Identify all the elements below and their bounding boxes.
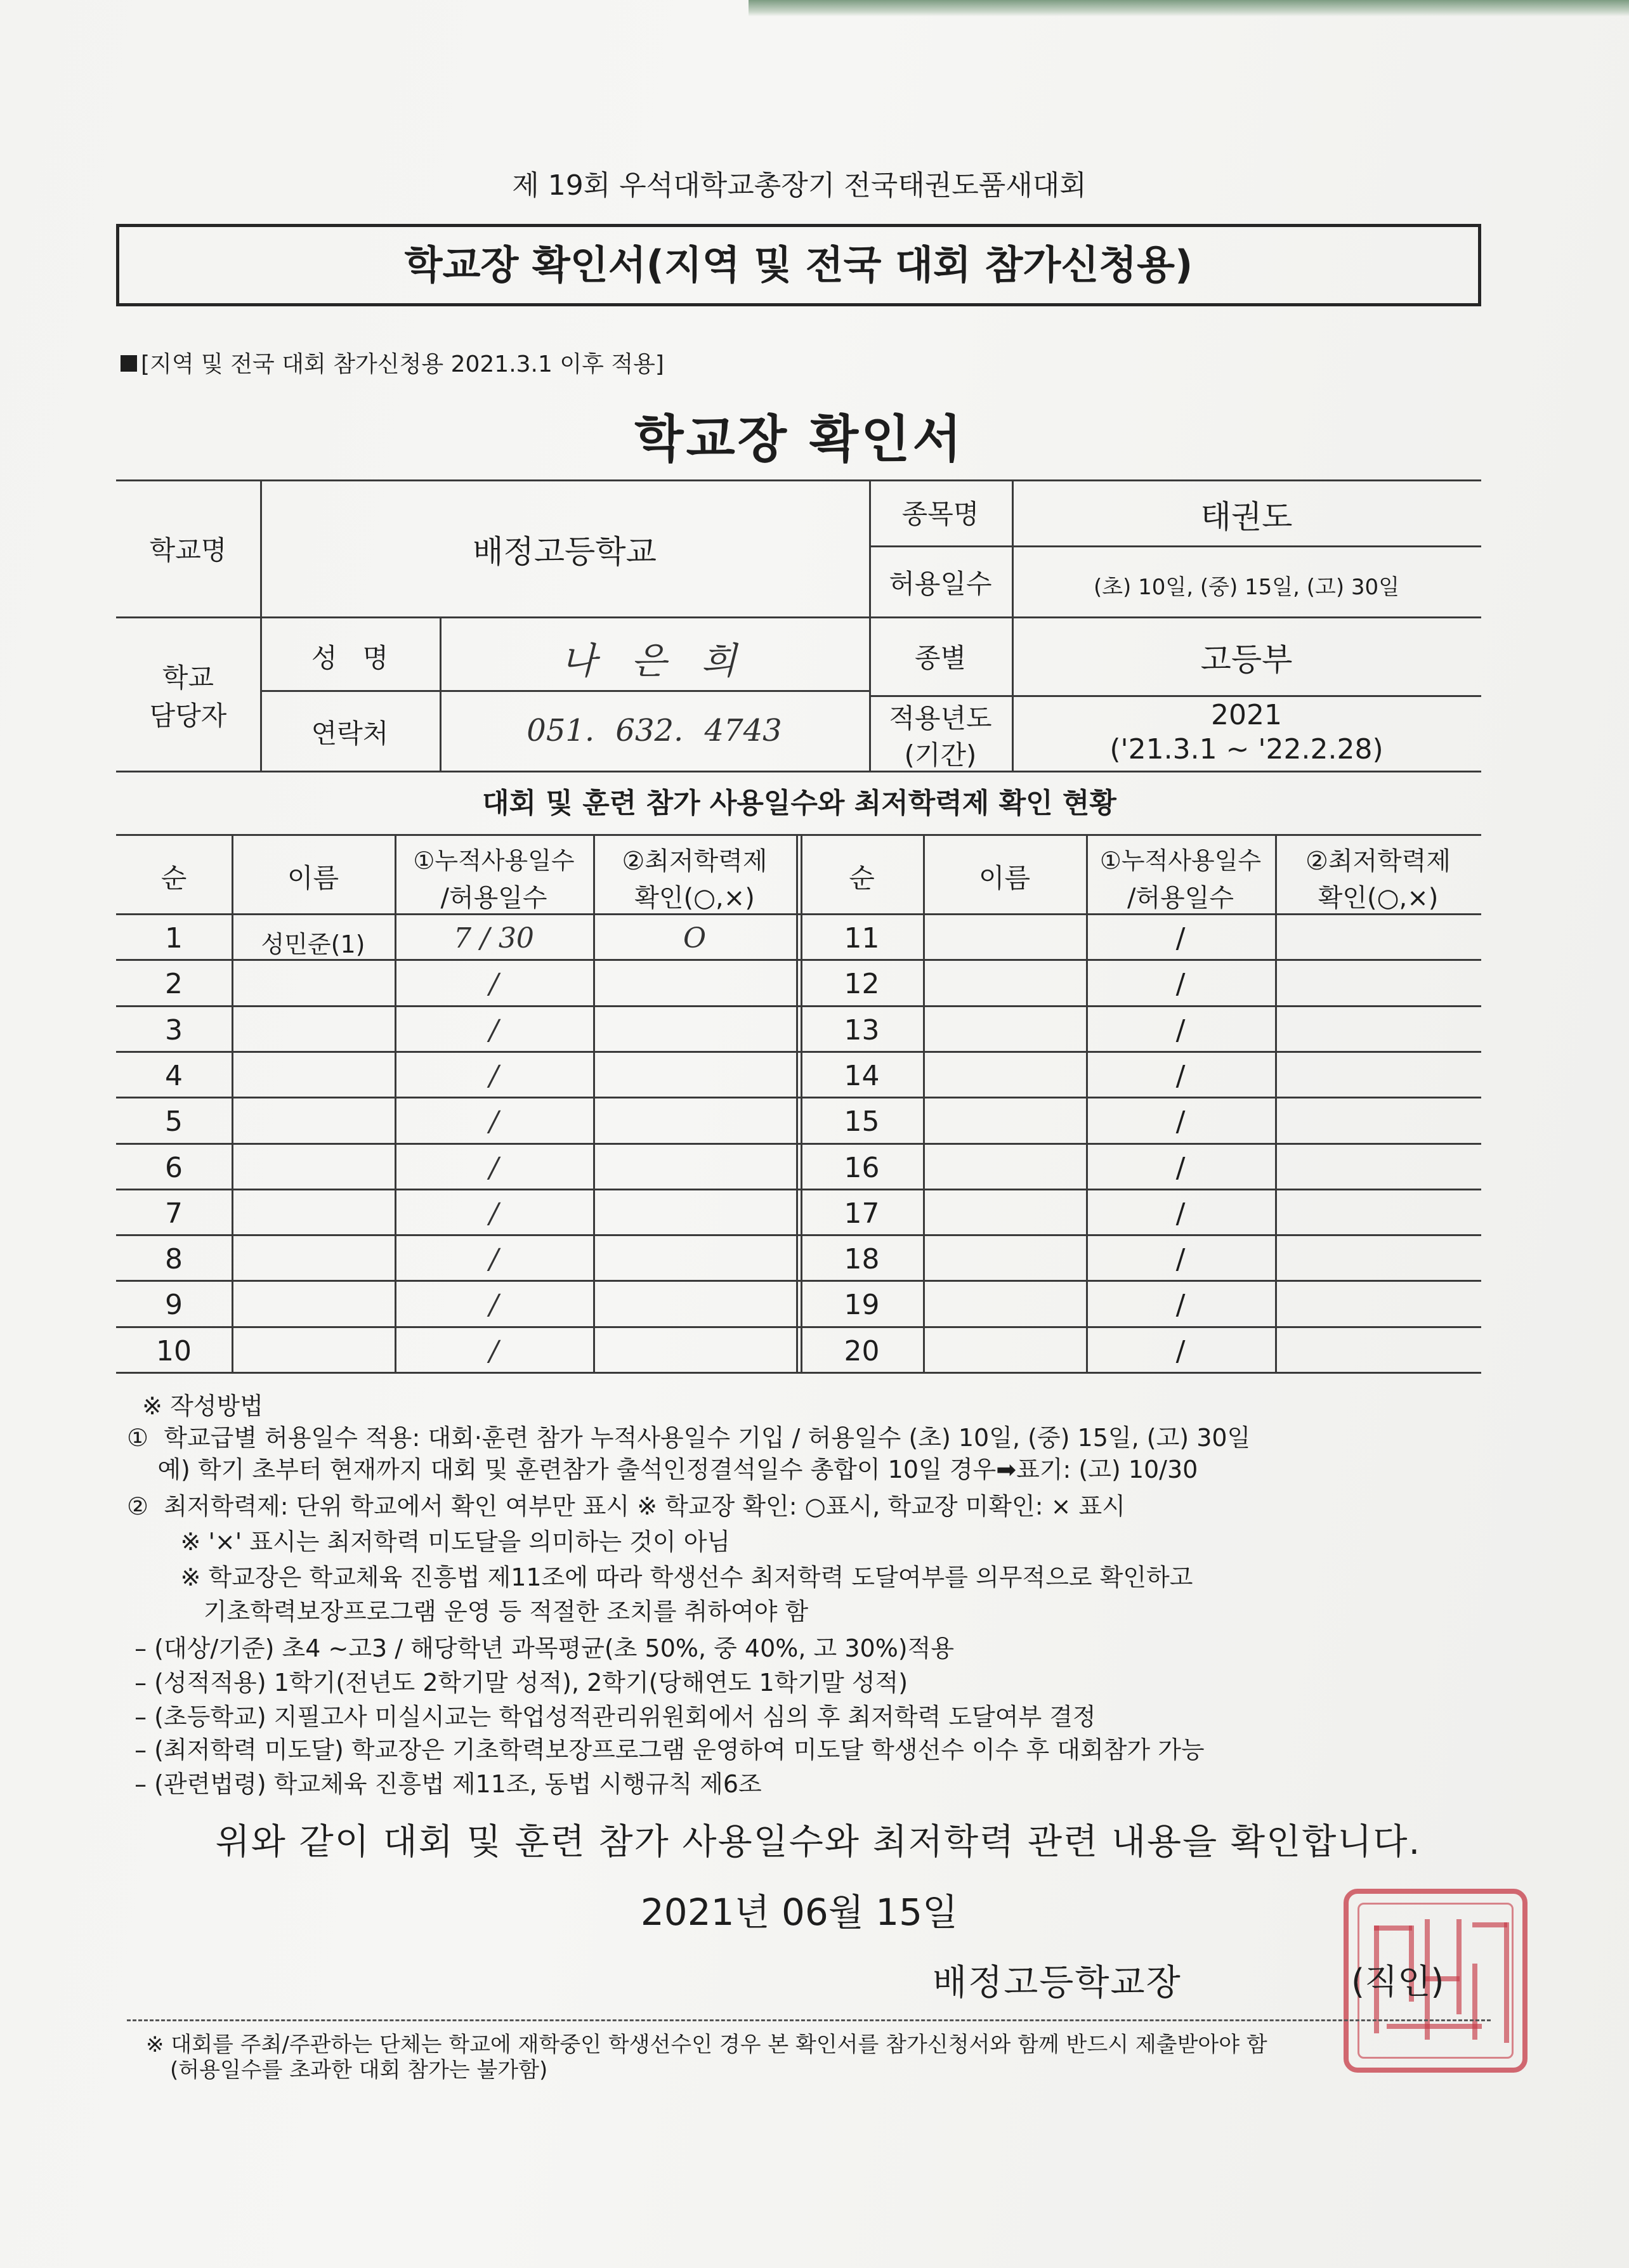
square-bullet-icon [121,355,137,372]
col-days-2-right: /허용일수 [1127,883,1234,913]
col-check-1: ②최저학력제 [622,847,768,876]
col-name-right: 이름 [978,863,1031,894]
days-used: / [489,1105,499,1138]
footnote-2: (허용일수를 초과한 대회 참가는 불가함) [170,2057,548,2083]
days-used: / [489,1013,499,1046]
row-number: 12 [844,968,880,1001]
allowed-label: 허용일수 [889,568,992,599]
days-used: / [489,1334,499,1367]
note-line: – (관련법령) 학교체육 진흥법 제11조, 동법 시행규칙 제6조 [127,1770,762,1798]
school-label: 학교명 [149,535,227,566]
row-divider [116,1005,1481,1007]
days-used: / [489,1289,499,1322]
days-used: / [1175,1289,1186,1322]
row-divider [116,1051,1481,1053]
days-used: / [1175,1334,1186,1367]
note-line: ② 최저학력제: 단위 학교에서 확인 여부만 표시 ※ 학교장 확인: ○표시, 학교장 미확인: × 표시 [127,1492,1125,1520]
row-number: 2 [165,968,183,1001]
days-used: 7 / 30 [454,922,534,955]
seal-label: (직인) [1351,1962,1444,2002]
note-line: 예) 학기 초부터 현재까지 대회 및 훈련참가 출석인정결석일수 총합이 10일 경우➡표기: (고) 10/30 [127,1456,1198,1483]
row-number: 20 [844,1334,880,1367]
row-number: 6 [165,1151,183,1184]
year-label-2: (기간) [904,740,977,771]
background-edge [749,0,1629,16]
row-divider [116,1326,1481,1328]
days-used: / [1175,1013,1186,1046]
row-number: 13 [844,1013,880,1046]
col-check-2: 확인(○,×) [634,883,755,913]
footnote-divider [127,2019,1491,2021]
form-heading: 학교장 확인서 [634,410,964,469]
row-number: 15 [844,1105,880,1138]
days-used: / [489,1243,499,1276]
note-line: – (대상/기준) 초4 ~고3 / 해당학년 과목평균(초 50%, 중 40%, 고 30%)적용 [127,1634,955,1662]
allowed-value: (초) 10일, (중) 15일, (고) 30일 [1093,575,1400,600]
row-number: 18 [844,1243,880,1276]
col-days-1-right: ①누적사용일수 [1099,847,1262,875]
row-number: 19 [844,1289,880,1322]
academic-check: O [683,922,707,955]
year-label-1: 적용년도 [889,703,992,734]
col-days-2: /허용일수 [440,883,547,913]
row-number: 3 [165,1013,183,1046]
row-number: 10 [156,1334,192,1367]
days-used: / [1175,1197,1186,1230]
note-line: – (성적적용) 1학기(전년도 2학기말 성적), 2학기(당해연도 1학기말 성적) [127,1669,908,1697]
note-line: – (초등학교) 지필고사 미실시교는 학업성적관리위원회에서 심의 후 최저학력 도달여부 결정 [127,1703,1096,1731]
row-divider [116,1189,1481,1190]
row-divider [116,959,1481,961]
days-used: / [489,968,499,1001]
col-check-1-right: ②최저학력제 [1305,847,1451,876]
days-used: / [489,1197,499,1230]
principal-name: 배정고등학교장 [932,1962,1182,2004]
row-number: 17 [844,1197,880,1230]
note-line: ※ '×' 표시는 최저학력 미도달을 의미하는 것이 아님 [127,1528,731,1556]
col-name: 이름 [287,863,339,894]
section-title: 대회 및 훈련 참가 사용일수와 최저학력제 확인 현황 [482,787,1116,819]
division-label: 종별 [914,642,967,674]
applies-text: [지역 및 전국 대회 참가신청용 2021.3.1 이후 적용] [141,351,664,377]
row-divider [116,1143,1481,1145]
row-number: 4 [165,1059,183,1092]
document-title: 학교장 확인서(지역 및 전국 대회 참가신청용) [116,224,1481,306]
row-number: 11 [844,922,880,955]
year-value-2: ('21.3.1 ~ '22.2.28) [1109,733,1384,766]
note-line: ※ 학교장은 학교체육 진흥법 제11조에 따라 학생선수 최저학력 도달여부를 의무적으로 확인하고 [127,1563,1193,1591]
note-line: – (최저학력 미도달) 학교장은 기초학력보장프로그램 운영하여 미도달 학생선수 이수 후 대회참가 가능 [127,1736,1205,1764]
school-value: 배정고등학교 [473,533,657,570]
student-name: 성민준(1) [261,930,365,958]
confirm-statement: 위와 같이 대회 및 훈련 참가 사용일수와 최저학력 관련 내용을 확인합니다. [215,1822,1422,1863]
row-number: 8 [165,1243,183,1276]
col-no-right: 순 [849,863,875,894]
days-used: / [1175,1243,1186,1276]
row-number: 7 [165,1197,183,1230]
col-no: 순 [160,863,187,894]
col-check-2-right: 확인(○,×) [1318,883,1439,913]
days-used: / [1175,922,1186,955]
event-value: 태권도 [1200,499,1293,535]
note-line: ① 학교급별 허용일수 적용: 대회·훈련 참가 누적사용일수 기입 / 허용일수 (초) 10일, (중) 15일, (고) 30일 [127,1424,1251,1452]
row-number: 16 [844,1151,880,1184]
year-value-1: 2021 [1211,699,1282,731]
name-value: 나 은 희 [561,639,748,682]
row-number: 14 [844,1059,880,1092]
row-number: 5 [165,1105,183,1138]
days-used: / [489,1151,499,1184]
row-divider [116,1280,1481,1282]
meet-title: 제 19회 우석대학교총장기 전국태권도품새대회 [512,169,1087,202]
row-divider [116,1234,1481,1236]
division-value: 고등부 [1200,641,1293,678]
row-number: 9 [165,1289,183,1322]
contact-label-2: 담당자 [149,700,227,731]
name-label: 성 명 [311,642,389,674]
days-used: / [1175,1059,1186,1092]
col-days-1: ①누적사용일수 [413,847,575,875]
note-line: ※ 작성방법 [127,1392,263,1420]
note-line: 기초학력보장프로그램 운영 등 적절한 조치를 취하여야 함 [127,1598,809,1626]
contact-label-1: 학교 [162,662,214,693]
phone-value: 051. 632. 4743 [527,713,782,748]
event-label: 종목명 [901,499,979,530]
applies-note [121,346,664,379]
days-used: / [1175,1105,1186,1138]
days-used: / [489,1059,499,1092]
row-divider [116,1097,1481,1098]
footnote-1: ※ 대회를 주최/주관하는 단체는 학교에 재학중인 학생선수인 경우 본 확인서를 참가신청서와 함께 반드시 제출받아야 함 [146,2032,1267,2057]
issue-date: 2021년 06월 15일 [640,1891,958,1934]
row-number: 1 [165,922,183,955]
phone-label: 연락처 [311,718,389,749]
days-used: / [1175,968,1186,1001]
days-used: / [1175,1151,1186,1184]
